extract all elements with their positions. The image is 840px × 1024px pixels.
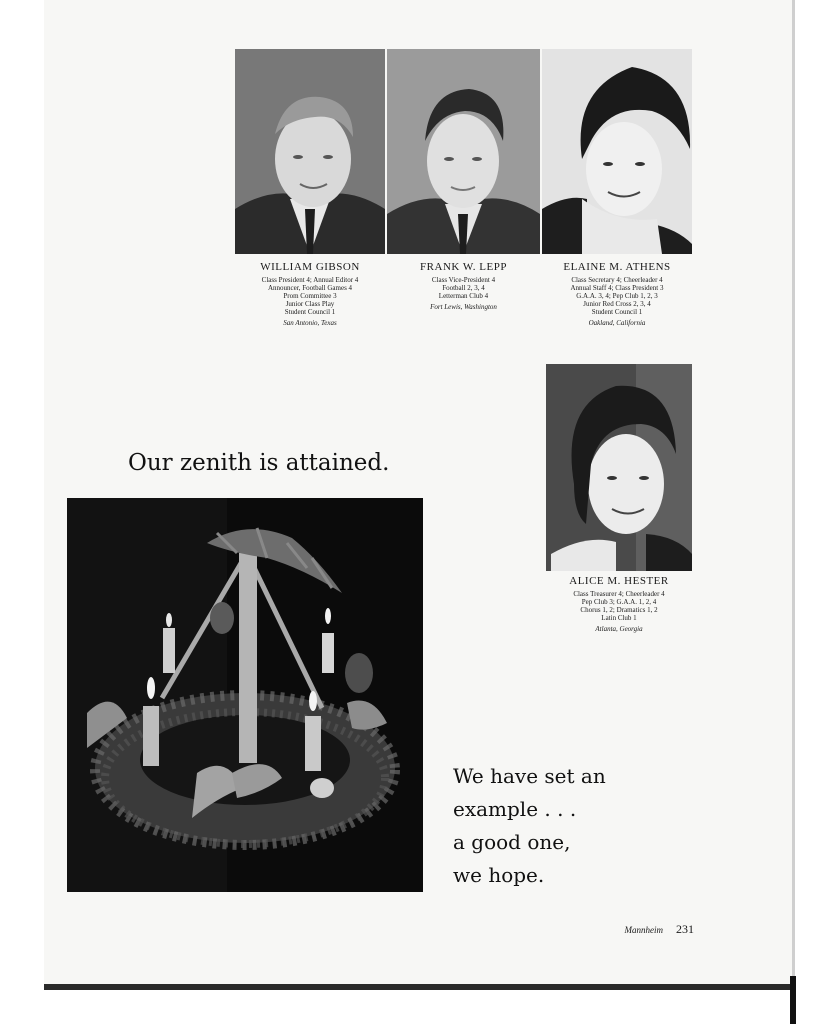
closing-line: we hope.	[453, 863, 545, 887]
senior-name: FRANK W. LEPP	[420, 261, 507, 273]
activity-line: Football 2, 3, 4	[442, 284, 485, 292]
hometown: Fort Lewis, Washington	[430, 303, 497, 311]
activity-line: Latin Club 1	[601, 614, 637, 622]
activity-line: Class Treasurer 4; Cheerleader 4	[573, 590, 665, 598]
closing-line: example . . .	[453, 797, 577, 821]
senior-name: ELAINE M. ATHENS	[563, 261, 671, 273]
school-name: Mannheim	[624, 925, 663, 935]
activity-line: Letterman Club 4	[438, 292, 489, 300]
caption-frank-lepp	[387, 261, 540, 311]
closing-line: We have set an	[453, 764, 606, 788]
activity-line: Class Secretary 4; Cheerleader 4	[571, 276, 663, 284]
hometown: Atlanta, Georgia	[595, 625, 643, 633]
caption-elaine-athens	[542, 261, 692, 327]
portrait-william-gibson	[235, 49, 385, 254]
activity-line: Junior Class Play	[285, 300, 335, 308]
page-footer	[625, 922, 695, 937]
activity-line: Class President 4; Annual Editor 4	[261, 276, 359, 284]
closing-line: a good one,	[453, 830, 571, 854]
activity-line: G.A.A. 3, 4; Pep Club 1, 2, 3	[576, 292, 658, 300]
activity-line: Pep Club 3; G.A.A. 1, 2, 4	[581, 598, 657, 606]
senior-name: ALICE M. HESTER	[569, 575, 669, 587]
activity-line: Student Council 1	[284, 308, 336, 316]
page-edge	[44, 984, 796, 990]
activity-line: Student Council 1	[591, 308, 643, 316]
page-number: 231	[676, 922, 694, 936]
portrait-alice-hester	[546, 364, 692, 571]
advent-wreath-photo	[67, 498, 423, 892]
portrait-elaine-athens	[542, 49, 692, 254]
hometown: Oakland, California	[588, 319, 646, 327]
closing-text	[453, 760, 606, 892]
activity-line: Annual Staff 4; Class President 3	[570, 284, 664, 292]
senior-name: WILLIAM GIBSON	[260, 261, 360, 273]
activity-line: Chorus 1, 2; Dramatics 1, 2	[580, 606, 658, 614]
page-edge-shadow	[790, 976, 796, 1024]
activity-line: Class Vice-President 4	[431, 276, 496, 284]
activity-line: Announcer, Football Games 4	[267, 284, 353, 292]
hometown: San Antonio, Texas	[283, 319, 337, 327]
activity-line: Junior Red Cross 2, 3, 4	[583, 300, 651, 308]
caption-alice-hester	[546, 575, 692, 633]
page-headline: Our zenith is attained.	[128, 450, 390, 476]
portrait-frank-lepp	[387, 49, 540, 254]
caption-william-gibson	[235, 261, 385, 327]
activity-line: Prom Committee 3	[283, 292, 337, 300]
